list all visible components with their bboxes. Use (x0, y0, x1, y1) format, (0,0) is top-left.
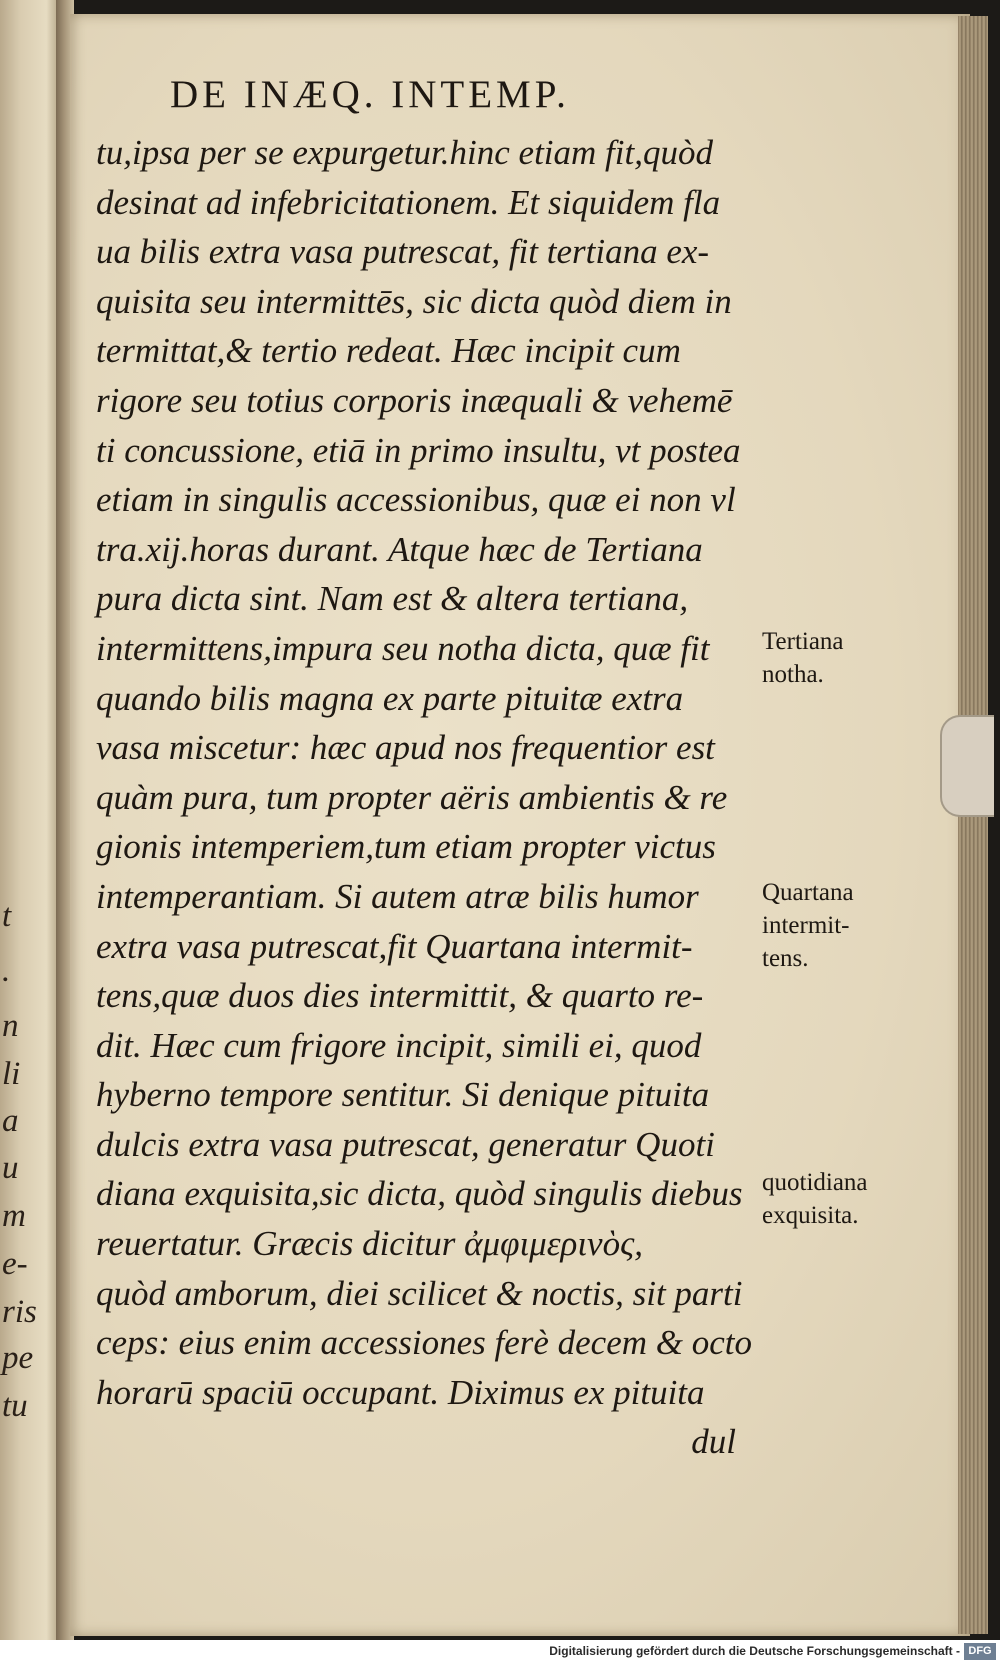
text-line: tens,quæ duos dies intermittit, & quarto re- (96, 976, 704, 1016)
text-line: quàm pura, tum propter aëris ambientis & re (96, 777, 728, 817)
text-line: hyberno tempore sentitur. Si denique pituita (96, 1075, 710, 1115)
text-line: extra vasa putrescat,fit Quartana intermit- (96, 926, 693, 966)
text-line: diana exquisita,sic dicta, quòd singulis diebus (96, 1174, 743, 1214)
text-line: intermittens,impura seu notha dicta, quæ fit (96, 628, 710, 668)
text-line: dulcis extra vasa putrescat, generatur Quoti (96, 1124, 715, 1164)
text-line: termittat,& tertio redeat. Hæc incipit cum (96, 331, 681, 371)
digitization-footer (0, 1640, 1000, 1664)
marginal-note-line: quotidiana (762, 1169, 868, 1196)
text-line: quòd amborum, diei scilicet & noctis, sit parti (96, 1273, 743, 1313)
marginal-note-line: exquisita. (762, 1202, 859, 1229)
marginal-note-line: Tertiana (762, 628, 844, 655)
text-line: reuertatur. Græcis dicitur ἀμφιμερινὸς, (96, 1224, 644, 1264)
facing-page-fragment: u (2, 1150, 19, 1186)
page-clip (940, 715, 994, 817)
facing-page-fragment: e- (2, 1246, 28, 1282)
text-line: rigore seu totius corporis inæquali & vehemē (96, 380, 733, 420)
facing-page-fragment: tu (2, 1388, 28, 1424)
text-line: quando bilis magna ex parte pituitæ extra (96, 678, 684, 718)
facing-page-fragment: . (2, 953, 11, 989)
text-line: tra.xij.horas durant. Atque hæc de Tertiana (96, 529, 703, 569)
text-line: ti concussione, etiā in primo insultu, vt postea (96, 430, 741, 470)
running-head: DE INÆQ. INTEMP. (170, 73, 570, 116)
text-line: gionis intemperiem,tum etiam propter victus (96, 827, 716, 867)
text-line: horarū spaciū occupant. Diximus ex pituita (96, 1372, 705, 1412)
facing-page-fragment: t (2, 898, 12, 934)
text-line: tu,ipsa per se expurgetur.hinc etiam fit,quòd (96, 133, 713, 172)
text-line: etiam in singulis accessionibus, quæ ei non vl (96, 480, 736, 520)
facing-page-fragment: m (2, 1198, 26, 1234)
dfg-logo: DFG (964, 1643, 996, 1660)
text-line: vasa miscetur: hæc apud nos frequentior est (96, 728, 715, 768)
marginal-note-line: notha. (762, 661, 824, 688)
marginal-note-quartana (762, 876, 962, 975)
text-line: desinat ad infebricitationem. Et siquidem fla (96, 182, 721, 222)
marginal-note-line: Quartana (762, 879, 854, 906)
marginal-note-line: tens. (762, 945, 809, 972)
text-line: ceps: eius enim accessiones ferè decem & octo (96, 1323, 753, 1363)
marginal-note-line: intermit- (762, 912, 850, 939)
text-line: intemperantiam. Si autem atræ bilis humor (96, 876, 699, 916)
facing-page-fragment: pe (2, 1340, 34, 1376)
text-line: ua bilis extra vasa putrescat, fit tertiana ex- (96, 232, 710, 272)
facing-page-fragment: a (2, 1103, 19, 1139)
body-text (96, 128, 753, 1467)
facing-page-strip (0, 0, 58, 1640)
marginal-note-tertiana-notha (762, 625, 962, 691)
catchword: dul (691, 1422, 736, 1462)
facing-page-fragment: n (2, 1008, 19, 1044)
funding-credit: Digitalisierung gefördert durch die Deutsche Forschungsgemeinschaft - (549, 1644, 960, 1658)
text-line: dit. Hæc cum frigore incipit, simili ei, quod (96, 1025, 702, 1065)
text-line: quisita seu intermittēs, sic dicta quòd diem in (96, 281, 732, 321)
facing-page-fragment: ris (2, 1294, 37, 1330)
facing-page-fragment: li (2, 1056, 21, 1092)
page-edges (958, 16, 988, 1634)
text-line: pura dicta sint. Nam est & altera tertiana, (96, 579, 689, 619)
marginal-note-quotidiana (762, 1166, 962, 1232)
